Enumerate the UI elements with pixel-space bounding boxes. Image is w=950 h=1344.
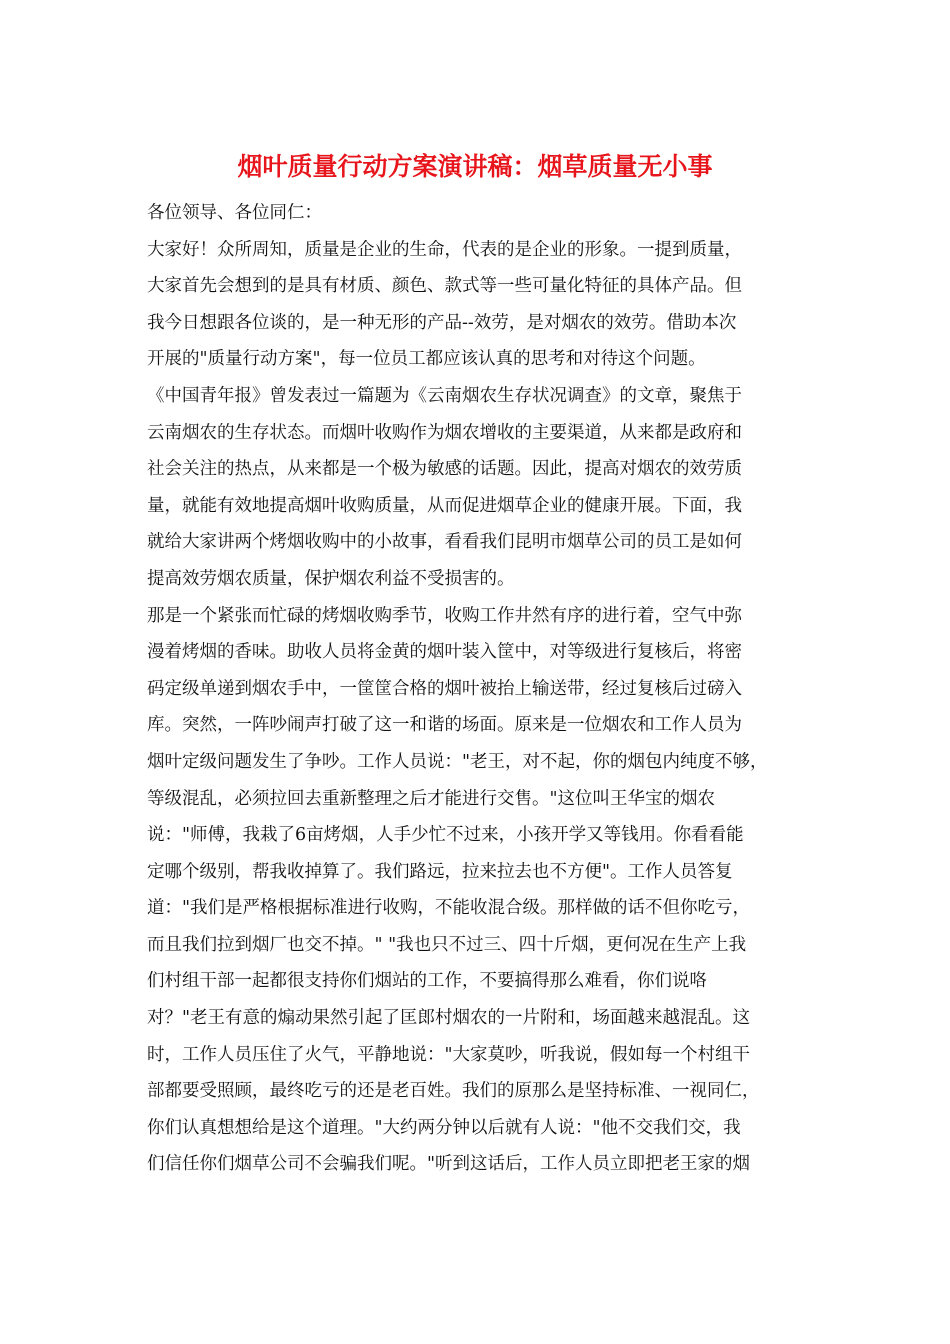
text-line: 道："我们是严格根据标准进行收购，不能收混合级。那样做的话不但你吃亏， [147,898,751,919]
text-line: 时，工作人员压住了火气，平静地说："大家莫吵，听我说，假如每一个村组干 [147,1044,751,1065]
text-line: 提高效劳烟农质量，保护烟农利益不受损害的。 [147,568,515,589]
text-line: 码定级单递到烟农手中，一筐筐合格的烟叶被抬上输送带，经过复核后过磅入 [147,678,742,699]
text-line: 《中国青年报》曾发表过一篇题为《云南烟农生存状况调查》的文章，聚焦于 [147,385,742,406]
text-line: 云南烟农的生存状态。而烟叶收购作为烟农增收的主要渠道，从来都是政府和 [147,422,742,443]
text-line: 对？"老王有意的煽动果然引起了匡郎村烟农的一片附和，场面越来越混乱。这 [147,1008,751,1029]
text-line: 开展的"质量行动方案"，每一位员工都应该认真的思考和对待这个问题。 [147,349,706,370]
text-line: 就给大家讲两个烤烟收购中的小故事，看看我们昆明市烟草公司的员工是如何 [147,532,742,553]
text-line: 量，就能有效地提高烟叶收购质量，从而促进烟草企业的健康开展。下面，我 [147,495,742,516]
text-line: 社会关注的热点，从来都是一个极为敏感的话题。因此，提高对烟农的效劳质 [147,459,742,480]
text-line: 说："师傅，我栽了6亩烤烟，人手少忙不过来，小孩开学又等钱用。你看看能 [147,825,744,846]
text-line: 各位领导、各位同仁： [147,203,322,223]
text-line: 我今日想跟各位谈的，是一种无形的产品--效劳，是对烟农的效劳。借助本次 [147,312,737,333]
text-line: 那是一个紧张而忙碌的烤烟收购季节，收购工作井然有序的进行着，空气中弥 [147,605,742,626]
text-line: 部都要受照顾，最终吃亏的还是老百姓。我们的原那么是坚持标准、一视同仁， [147,1081,760,1102]
text-line: 大家首先会想到的是具有材质、颜色、款式等一些可量化特征的具体产品。但 [147,276,742,297]
document-title: 烟叶质量行动方案演讲稿：烟草质量无小事 [237,152,713,181]
text-line: 你们认真想想给是这个道理。"大约两分钟以后就有人说："他不交我们交，我 [147,1117,741,1138]
text-line: 烟叶定级问题发生了争吵。工作人员说："老王，对不起，你的烟包内纯度不够， [147,751,768,772]
text-line: 漫着烤烟的香味。助收人员将金黄的烟叶装入筐中，对等级进行复核后，将密 [147,642,742,663]
text-line: 们村组干部一起都很支持你们烟站的工作，不要搞得那么难看，你们说咯 [147,971,707,992]
text-line: 等级混乱，必须拉回去重新整理之后才能进行交售。"这位叫王华宝的烟农 [147,788,716,809]
document-body [147,195,827,1183]
text-line: 大家好！众所周知，质量是企业的生命，代表的是企业的形象。一提到质量， [147,239,742,260]
text-line: 而且我们拉到烟厂也交不掉。" "我也只不过三、四十斤烟，更何况在生产上我 [147,934,747,955]
text-line: 们信任你们烟草公司不会骗我们呢。"听到这话后，工作人员立即把老王家的烟 [147,1154,751,1175]
text-line: 定哪个级别，帮我收掉算了。我们路远，拉来拉去也不方便"。工作人员答复 [147,861,733,882]
text-line: 库。突然，一阵吵闹声打破了这一和谐的场面。原来是一位烟农和工作人员为 [147,715,742,736]
